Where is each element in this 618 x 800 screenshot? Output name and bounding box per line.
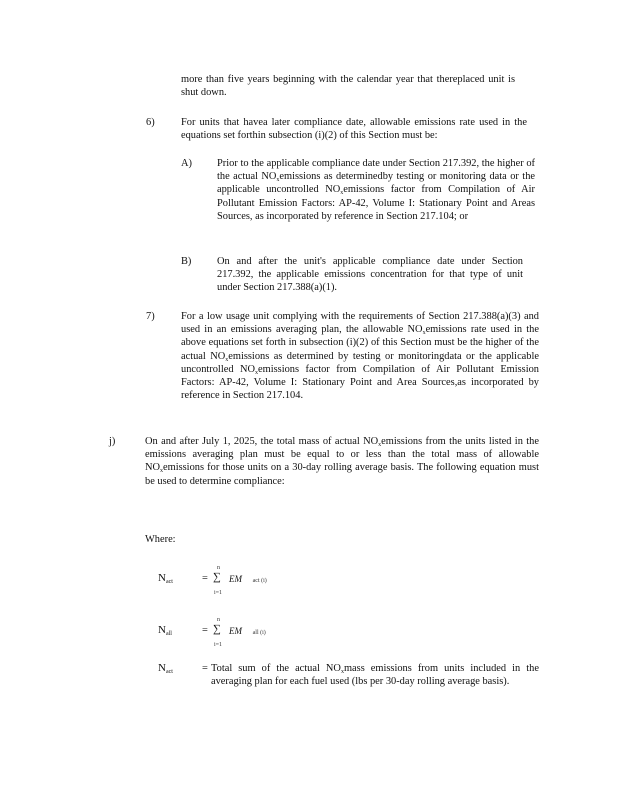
item-6b-label: B) [181, 256, 192, 267]
eq2-equals: = [202, 625, 208, 636]
item-6-label: 6) [146, 117, 155, 128]
eq1-sum-symbol: ∑ [213, 571, 221, 583]
item-7-label: 7) [146, 311, 155, 322]
where-label: Where: [145, 534, 176, 545]
item-j-label: j) [109, 436, 116, 447]
eq2-lower-limit: i=1 [214, 642, 223, 648]
def1-equals: = [202, 663, 208, 674]
eq1-upper-limit: n [217, 565, 220, 571]
eq2-upper-limit: n [217, 617, 220, 623]
def1-text: Total sum of the actual $NO_xmass$ emissions from units included in the averaging plan for each fuel used (lbs per 30-day rolling average basis). [211, 663, 539, 688]
item-j-paragraph: On and after July 1, 2025, the total mass of actual $NO_xemissions$ from the units listed in the emissions averaging plan must be equal to or less than the total mass of allowable $NO_xemissions$ for those units on a 30-day rolling average basis. The following equation must be used to determine compliance: [145, 436, 539, 487]
item-6-paragraph [181, 116, 527, 142]
eq1-lhs: $N_{act}$ [158, 572, 173, 585]
item-6b-text: On and after the unit's applicable compliance date under Section 217.392, the applicable emissions concentration for that type of unit under Section 217.388(a)(1). [217, 256, 523, 294]
item-6-text: For units that havea later compliance date, allowable emissions rate used in the equations set forthin subsection (i)(2) of this Section must be: [181, 117, 527, 142]
eq2-term: EM all (i) [229, 626, 266, 636]
continuation-paragraph [181, 73, 515, 99]
def1-lhs: $N_{act}$ [158, 662, 173, 675]
eq1-equals: = [202, 573, 208, 584]
eq1-lower-limit: i=1 [214, 590, 223, 596]
continuation-text: more than five years beginning with the calendar year that thereplaced unit is shut down. [181, 74, 515, 99]
item-6a-paragraph: Prior to the applicable compliance date under Section 217.392, the higher of the actual $NO_xemissions$ as determinedby testing or monitoring data or the applicable uncontrolled $NO_xemissions$ factor from Compilation of Air Pollutant Emission Factors: AP-42, Volume I: Stationary Point and Areas Sources, as incorporated by reference in Section 217.104; or [217, 158, 535, 222]
item-6a-label: A) [181, 158, 192, 169]
eq2-lhs: $N_{all}$ [158, 624, 172, 637]
item-7-paragraph: For a low usage unit complying with the requirements of Section 217.388(a)(3) and used in an emissions averaging plan, the allowable $NO_xemissions$ rate used in the above equations set forth in subsection (i)(2) of this Section must be the higher of the actual $NO_xemissions$ as determined by testing or monitoringdata or the applicable uncontrolled $NO_xemissions$ factor from Compilation of Air Pollutant Emission Factors: AP-42, Volume I: Stationary Point and Area Sources,as incorporated by reference in Section 217.104. [181, 311, 540, 402]
item-6b-paragraph [217, 255, 523, 295]
eq1-term: EM act (i) [229, 574, 267, 584]
eq2-sum-symbol: ∑ [213, 623, 221, 635]
